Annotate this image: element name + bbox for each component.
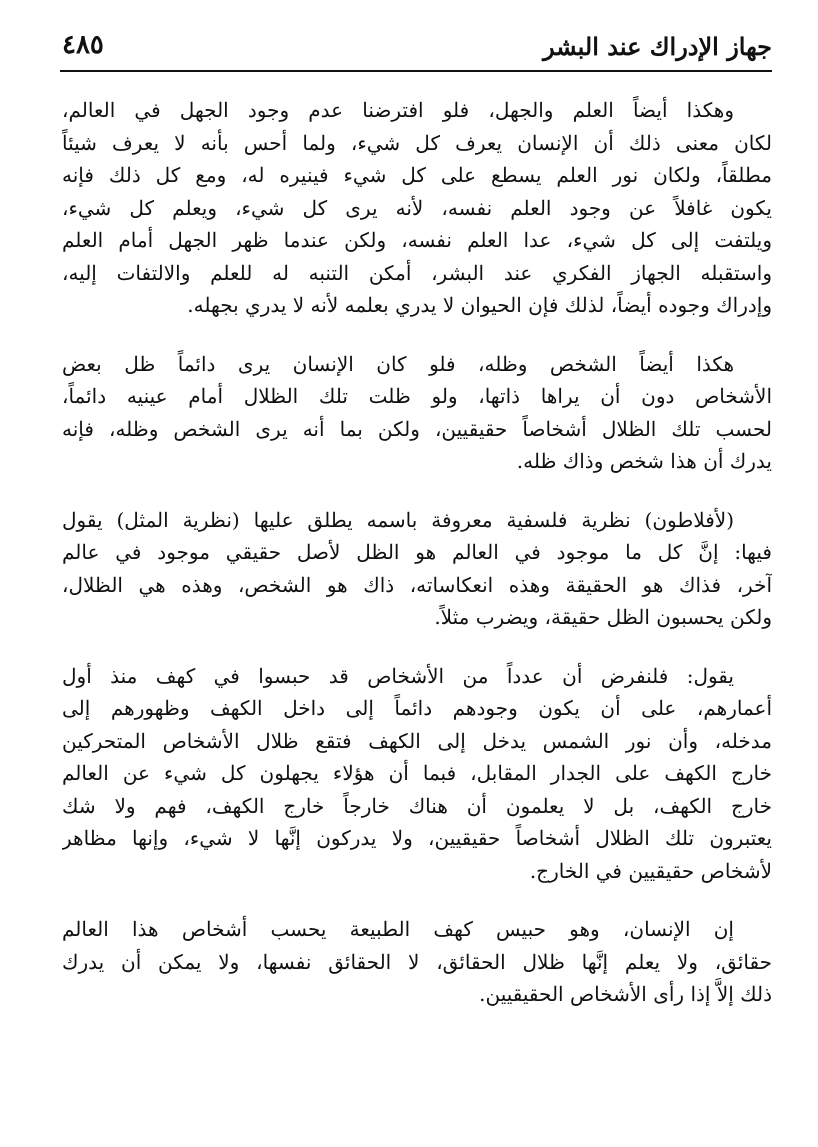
page-number: ٤٨٥	[62, 30, 104, 60]
text-line: وهكذا أيضاً العلم والجهل، فلو افترضنا عدم وجود الجهل في العالم،	[62, 98, 734, 122]
header-rule	[60, 70, 772, 72]
text-line: مطلقاً، ولكان نور العلم يسطع على كل شيء فينيره له، ومع كل ذلك فإنه	[62, 163, 772, 187]
text-line: خارج الكهف على الجدار المقابل، فبما أن هؤلاء يجهلون كل شيء عن العالم	[62, 761, 772, 785]
text-line: يقول: فلنفرض أن عدداً من الأشخاص قد حبسوا في كهف منذ أول	[62, 663, 734, 688]
text-line: أعمارهم، على أن يكون وجودهم دائماً إلى داخل الكهف وظهورهم إلى	[62, 696, 772, 720]
text-line: خارج الكهف، بل لا يعلمون أن هناك خارجاً خارج الكهف، فهم ولا شك	[62, 793, 772, 818]
text-line: (لأفلاطون) نظرية فلسفية معروفة باسمه يطلق عليها (نظرية المثل) يقول	[62, 507, 734, 532]
text-line: إن الإنسان، وهو حبيس كهف الطبيعة يحسب أشخاص هذا العالم	[62, 917, 734, 941]
text-line: فيها: إنَّ كل ما موجود في العالم هو الظل لأصل حقيقي موجود في عالم	[62, 540, 772, 564]
text-line: لكان معنى ذلك أن الإنسان يعرف كل شيء، ولما أحس بأنه لا يعرف شيئاً	[62, 130, 772, 155]
text-line: يكون غافلاً عن وجود العلم نفسه، لأنه يرى كل شيء، ويعلم كل شيء،	[62, 195, 772, 220]
text-line: وإدراك وجوده أيضاً، لذلك فإن الحيوان لا يدري بعلمه لأنه لا يدري بجهله.	[187, 293, 772, 317]
paragraph-1	[62, 94, 772, 322]
text-line: يعتبرون تلك الظلال أشخاصاً حقيقيين، ولا يدركون إنَّها لا شيء، وإنها مظاهر	[62, 826, 772, 850]
page-header	[62, 28, 772, 68]
text-line: هكذا أيضاً الشخص وظله، فلو كان الإنسان يرى دائماً ظل بعض	[62, 351, 734, 376]
text-line: مدخله، وأن نور الشمس يدخل إلى الكهف فتقع ظلال الأشخاص المتحركين	[62, 728, 772, 753]
paragraph-4	[62, 660, 772, 888]
text-line: واستقبله الجهاز الفكري عند البشر، أمكن التنبه له للعلم والالتفات إليه،	[62, 260, 772, 285]
text-line: يدرك أن هذا شخص وذاك ظله.	[516, 449, 772, 473]
text-line: ولكن يحسبون الظل حقيقة، ويضرب مثلاً.	[434, 605, 772, 629]
paragraph-2	[62, 348, 772, 478]
text-line: لحسب تلك الظلال أشخاصاً حقيقيين، ولكن بما أنه يرى الشخص وظله، فإنه	[62, 416, 772, 441]
running-title: جهاز الإدراك عند البشر	[543, 32, 772, 61]
text-line: حقائق، ولا يعلم إنَّها ظلال الحقائق، لا الحقائق نفسها، ولا يمكن أن يدرك	[62, 949, 772, 974]
text-line: ذلك إلاَّ إذا رأى الأشخاص الحقيقيين.	[479, 982, 772, 1006]
text-line: لأشخاص حقيقيين في الخارج.	[529, 858, 772, 883]
paragraph-3	[62, 504, 772, 634]
paragraph-5	[62, 913, 772, 1011]
body-text	[62, 94, 772, 1037]
text-line: ويلتفت إلى كل شيء، عدا العلم نفسه، ولكن عندما ظهر الجهل أمام العلم	[62, 228, 772, 252]
text-line: الأشخاص دون أن يراها ذاتها، ولو ظلت تلك الظلال أمام عينيه دائماً،	[62, 384, 772, 408]
text-line: آخر، فذاك هو الحقيقة وهذه انعكاساته، ذاك هو الشخص، وهذه هي الظلال،	[62, 572, 772, 597]
